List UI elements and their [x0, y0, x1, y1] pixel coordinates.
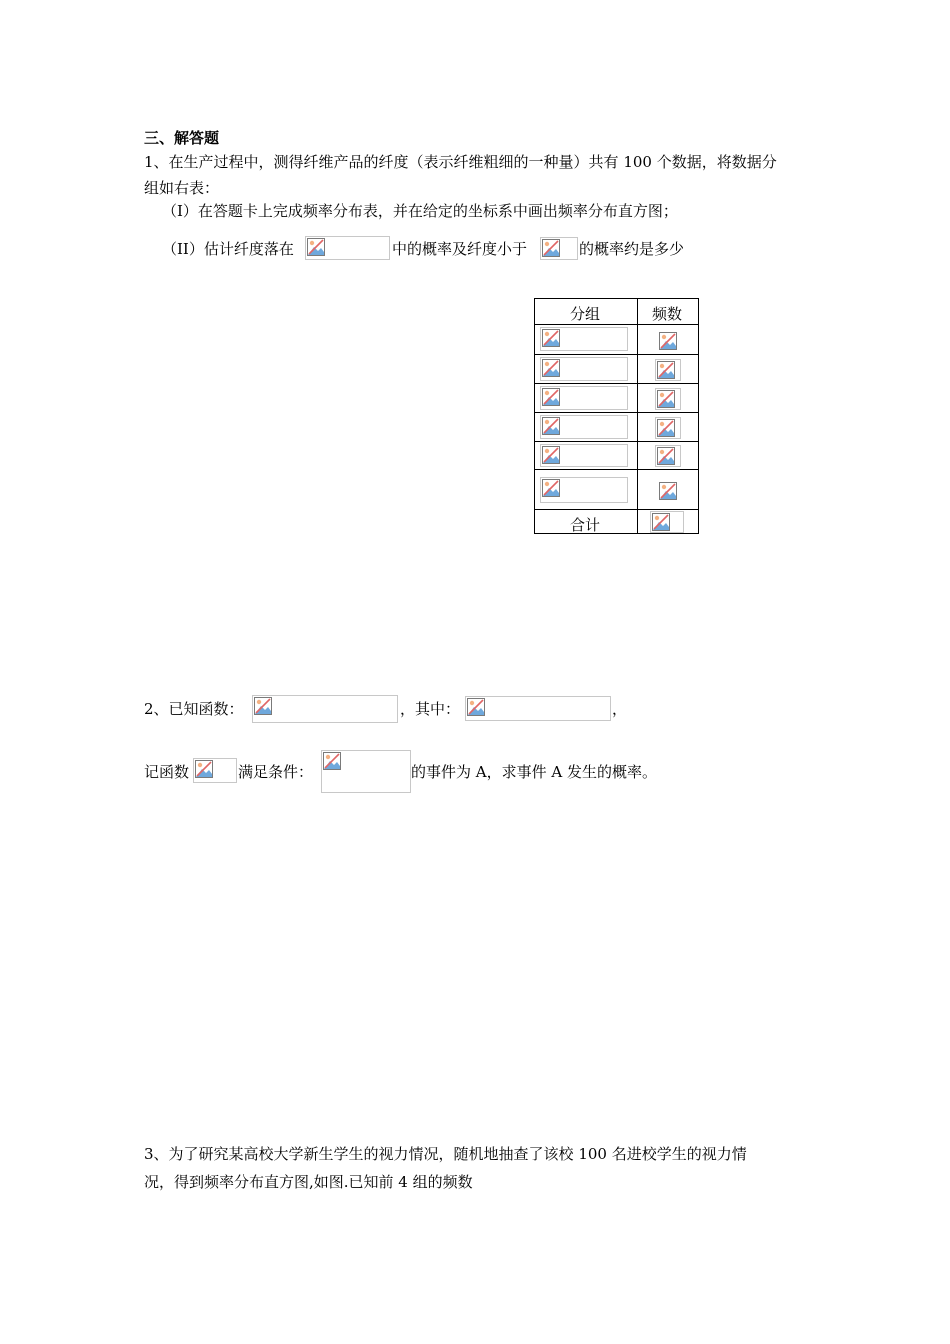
broken-image-icon — [542, 329, 560, 347]
table-total-image — [650, 511, 684, 533]
broken-image-icon — [657, 361, 675, 379]
q1-line1: 1、在生产过程中，测得纤维产品的纤度（表示纤维粗细的一种量）共有 100 个数据，将数据分 — [144, 153, 777, 171]
table-cell-group-image — [540, 357, 628, 381]
table-cell-group-image — [540, 477, 628, 503]
q2-line1-text-a: 2、已知函数： — [144, 700, 244, 718]
q2-line2-text-a: 记函数 — [144, 763, 190, 781]
broken-image-icon — [657, 447, 675, 465]
q1-part2-text-b: 中的概率及纤度小于 — [392, 240, 528, 258]
table-row-divider — [535, 324, 698, 325]
table-column-divider — [637, 299, 638, 533]
broken-image-icon — [254, 697, 272, 715]
q2-line2-text-c: 的事件为 A，求事件 A 发生的概率。 — [411, 763, 657, 781]
table-cell-frequency-image — [655, 359, 681, 381]
q1-part2-text-c: 的概率约是多少 — [579, 240, 685, 258]
formula-image-threshold — [540, 237, 578, 260]
broken-image-icon — [542, 359, 560, 377]
broken-image-icon — [659, 482, 677, 500]
table-row-divider — [535, 441, 698, 442]
broken-image-icon — [659, 332, 677, 350]
table-cell-frequency-image — [658, 481, 680, 503]
table-row-divider — [535, 412, 698, 413]
q1-part1: （I）在答题卡上完成频率分布表，并在给定的坐标系中画出频率分布直方图； — [162, 202, 678, 220]
table-cell-group-image — [540, 444, 628, 467]
table-cell-frequency-image — [658, 331, 680, 353]
broken-image-icon — [542, 417, 560, 435]
q2-line1-text-b: ，其中： — [400, 700, 461, 718]
q1-part2-text-a: （II）估计纤度落在 — [162, 240, 294, 258]
formula-image-event-condition — [321, 750, 411, 793]
table-row-divider — [535, 354, 698, 355]
broken-image-icon — [542, 239, 560, 257]
broken-image-icon — [467, 698, 485, 716]
formula-image-function — [252, 695, 398, 723]
broken-image-icon — [307, 238, 325, 256]
table-total-label: 合计 — [570, 516, 601, 534]
table-cell-group-image — [540, 386, 628, 410]
table-row-divider — [535, 509, 698, 510]
q1-line2: 组如右表： — [144, 179, 220, 197]
table-cell-frequency-image — [655, 388, 681, 410]
broken-image-icon — [195, 760, 213, 778]
q3-line2: 况，得到频率分布直方图,如图.已知前 4 组的频数 — [144, 1173, 473, 1191]
q3-line1: 3、为了研究某高校大学新生学生的视力情况，随机地抽查了该校 100 名进校学生的视力情 — [144, 1145, 747, 1163]
broken-image-icon — [323, 752, 341, 770]
q2-line1-text-c: ， — [612, 700, 628, 718]
q2-line2-text-b: 满足条件： — [238, 763, 314, 781]
table-row-divider — [535, 383, 698, 384]
table-row-divider — [535, 469, 698, 470]
broken-image-icon — [652, 513, 670, 531]
table-cell-frequency-image — [655, 417, 681, 439]
table-cell-group-image — [540, 415, 628, 439]
table-cell-group-image — [540, 327, 628, 351]
formula-image-conditions — [465, 696, 611, 721]
broken-image-icon — [657, 419, 675, 437]
formula-image-interval — [305, 236, 390, 260]
broken-image-icon — [542, 388, 560, 406]
table-cell-frequency-image — [655, 445, 681, 467]
broken-image-icon — [542, 446, 560, 464]
formula-image-function-name — [193, 758, 237, 783]
broken-image-icon — [542, 479, 560, 497]
table-header-frequency: 频数 — [652, 305, 683, 323]
table-header-group: 分组 — [570, 305, 601, 323]
section-heading: 三、解答题 — [144, 129, 220, 147]
frequency-table — [534, 298, 699, 534]
broken-image-icon — [657, 390, 675, 408]
